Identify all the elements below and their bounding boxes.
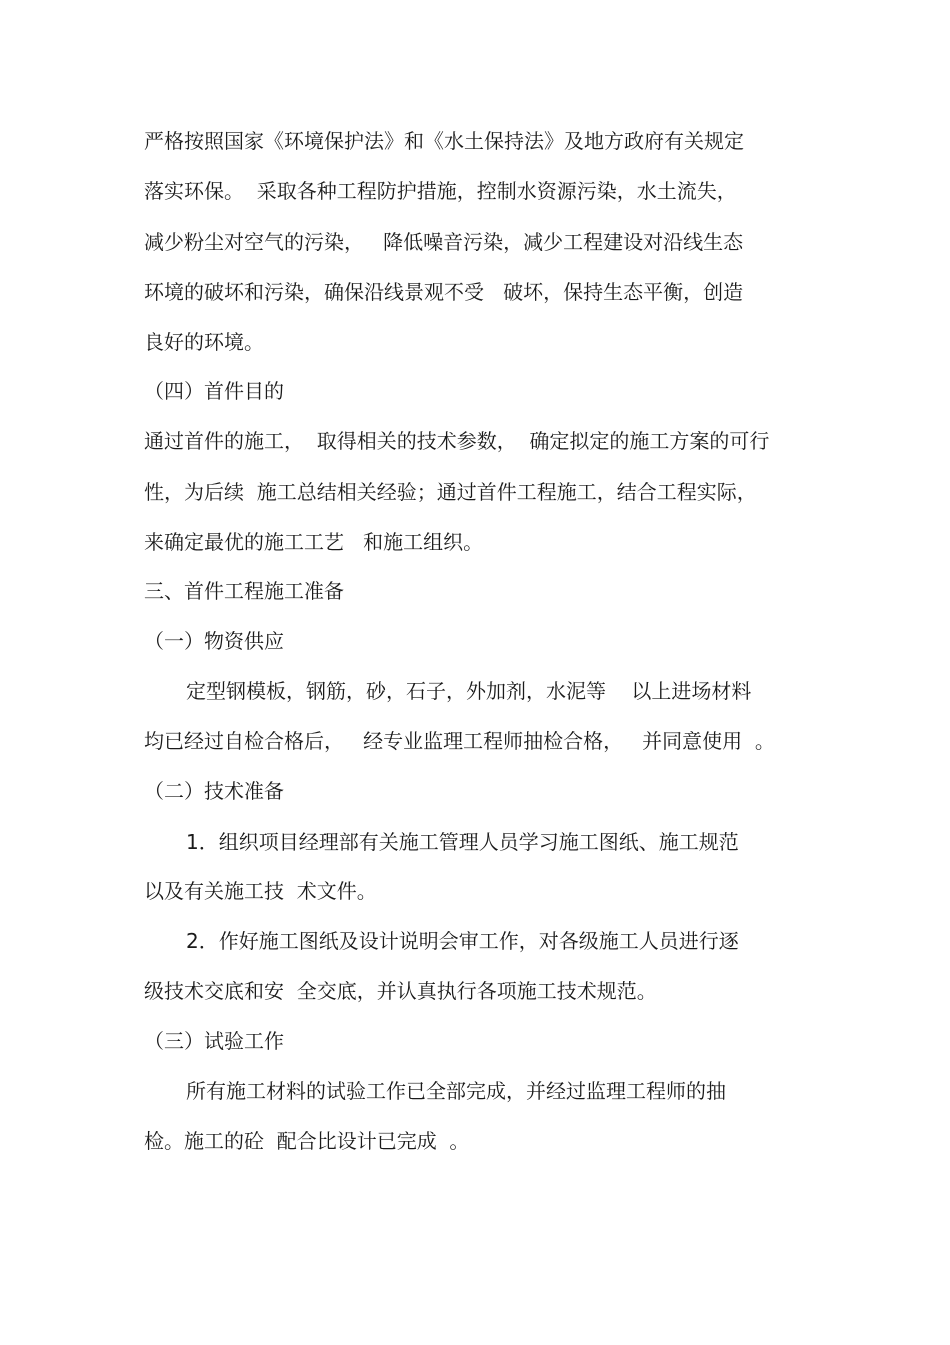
text-line: 性，为后续 施工总结相关经验；通过首件工程施工，结合工程实际，: [144, 480, 757, 504]
text-line: 所有施工材料的试验工作已全部完成，并经过监理工程师的抽: [186, 1079, 726, 1103]
section-heading: （四）首件目的: [144, 379, 284, 403]
section-heading: （一）物资供应: [144, 629, 284, 653]
text-line: 2．作好施工图纸及设计说明会审工作，对各级施工人员进行逐: [186, 929, 739, 953]
text-line: 定型钢模板，钢筋，砂，石子，外加剂，水泥等 以上进场材料: [186, 679, 752, 703]
section-heading: （二）技术准备: [144, 779, 284, 803]
text-line: 减少粉尘对空气的污染， 降低噪音污染，减少工程建设对沿线生态: [144, 230, 744, 254]
text-line: 以及有关施工技 术文件。: [144, 879, 377, 903]
text-line: 均已经过自检合格后， 经专业监理工程师抽检合格， 并同意使用 。: [144, 729, 775, 753]
text-line: 严格按照国家《环境保护法》和《水土保持法》及地方政府有关规定: [144, 129, 744, 153]
text-line: 级技术交底和安 全交底，并认真执行各项施工技术规范。: [144, 979, 657, 1003]
section-heading: 三、首件工程施工准备: [144, 579, 344, 603]
text-line: 良好的环境。: [144, 330, 264, 354]
text-line: 检。施工的砼 配合比设计已完成 。: [144, 1129, 470, 1153]
text-line: 环境的破坏和污染，确保沿线景观不受 破坏，保持生态平衡，创造: [144, 280, 744, 304]
section-heading: （三）试验工作: [144, 1029, 284, 1053]
text-line: 1．组织项目经理部有关施工管理人员学习施工图纸、施工规范: [186, 830, 739, 854]
text-line: 来确定最优的施工工艺 和施工组织。: [144, 530, 484, 554]
text-line: 落实环保。 采取各种工程防护措施，控制水资源污染，水土流失，: [144, 179, 737, 203]
text-line: 通过首件的施工， 取得相关的技术参数， 确定拟定的施工方案的可行: [144, 429, 770, 453]
